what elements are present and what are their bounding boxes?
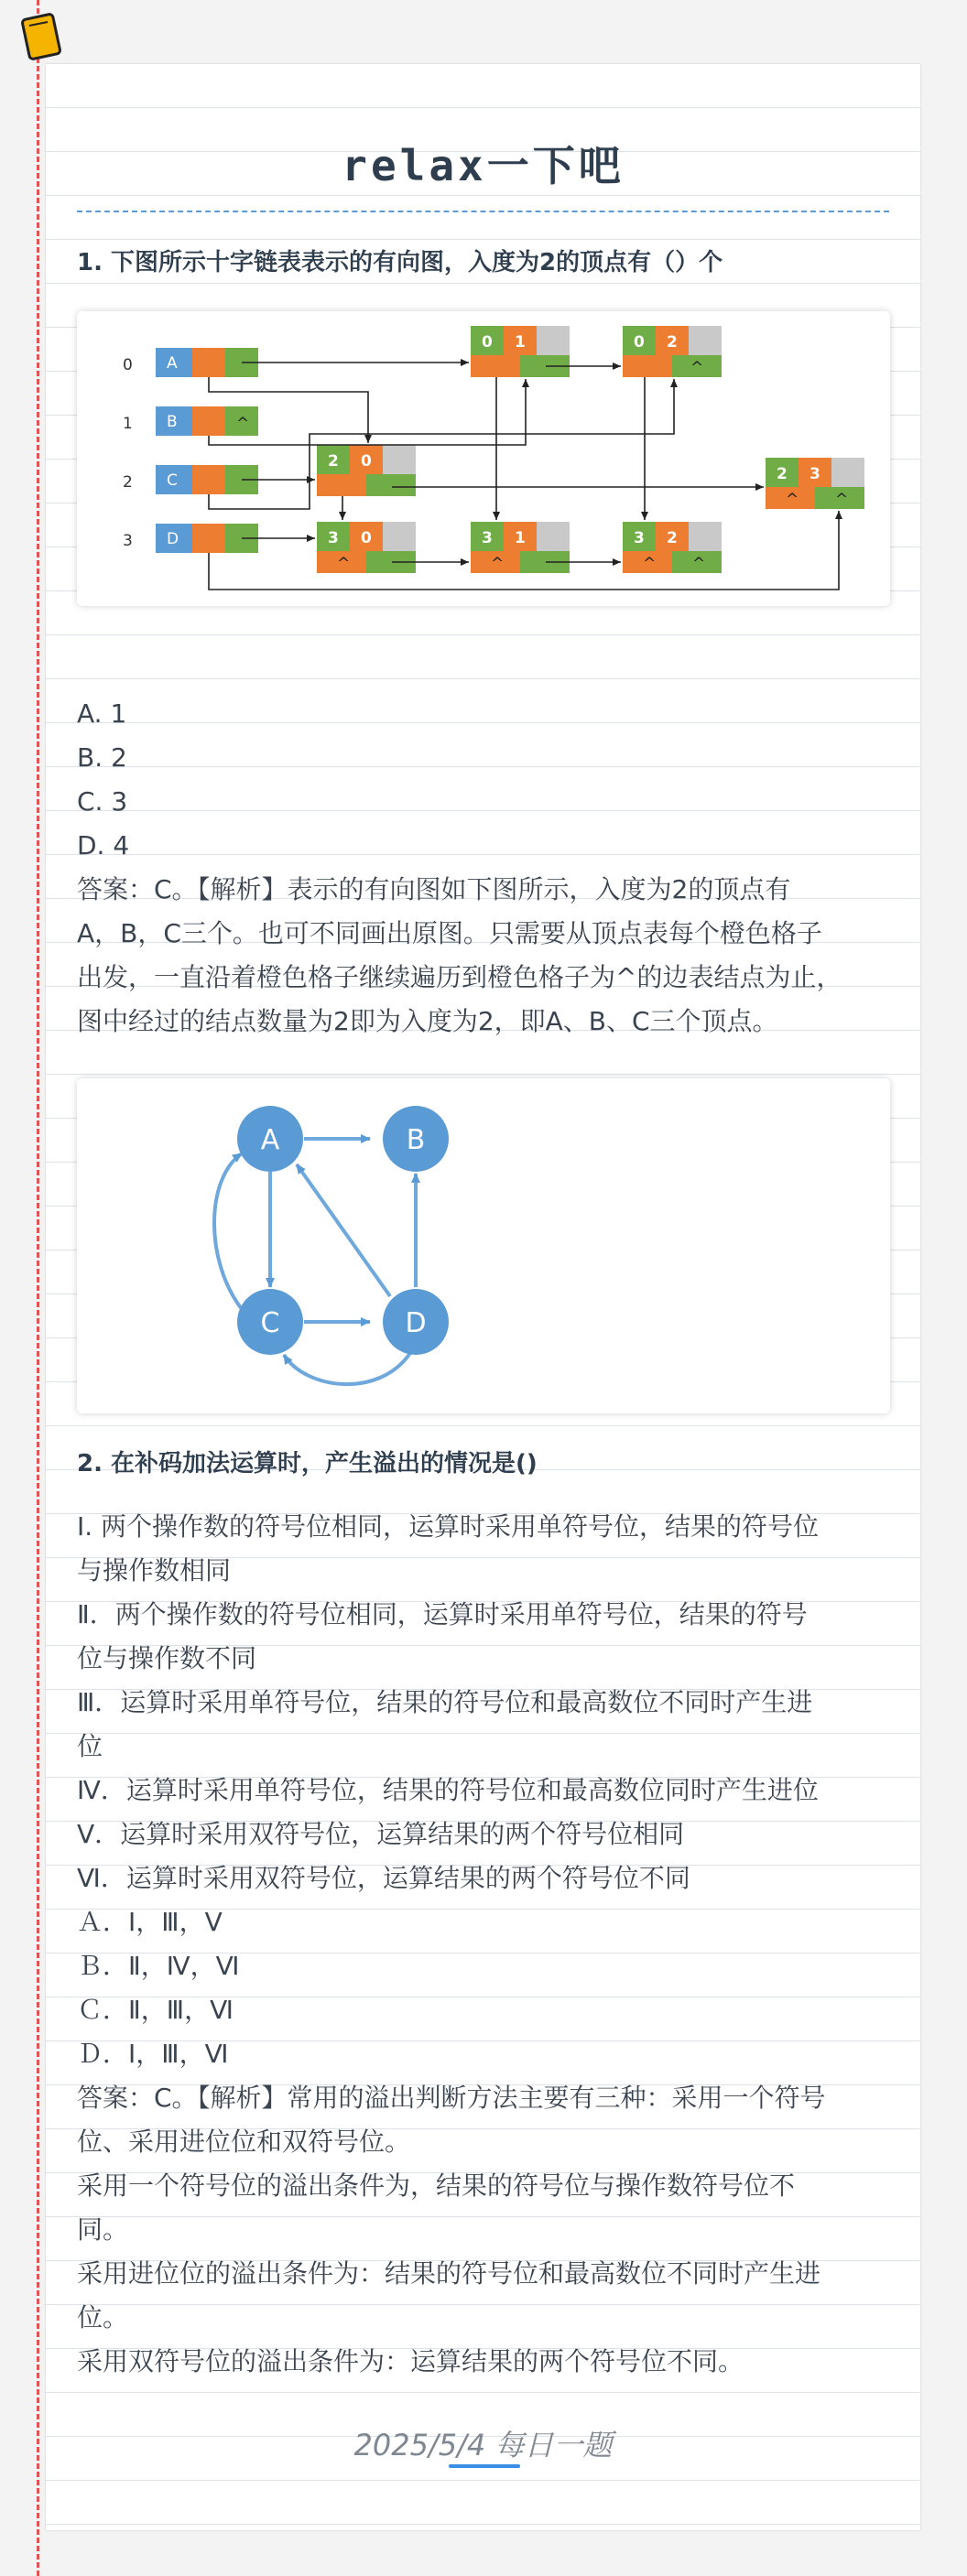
q2-line-6: 位 <box>77 1731 103 1761</box>
vertex-label-B: B <box>167 413 178 431</box>
arc-0-2-tail: 0 <box>634 333 645 352</box>
q1-answer-line-3: 出发，一直沿着橙色格子继续遍历到橙色格子为^的边表结点为止， <box>77 962 842 992</box>
arc-3-0-head: 0 <box>361 529 372 547</box>
q2-line-8: Ⅴ．运算时采用双符号位，运算结果的两个符号位相同 <box>77 1819 685 1849</box>
q2-line-1: Ⅰ. 两个操作数的符号位相同，运算时采用单符号位，结果的符号位 <box>77 1511 820 1542</box>
q1-option-c: C. 3 <box>77 786 128 817</box>
q2-line-5: Ⅲ．运算时采用单符号位，结果的符号位和最高数位不同时产生进 <box>77 1687 813 1717</box>
arc-2-3-head: 3 <box>809 465 820 483</box>
q2-line-3: Ⅱ．两个操作数的符号位相同，运算时采用单符号位，结果的符号 <box>77 1599 808 1629</box>
row-index-2: 2 <box>123 473 133 492</box>
arc-node-0-1 <box>471 326 570 377</box>
footer-underline <box>449 2464 520 2468</box>
row-index-0: 0 <box>123 356 133 374</box>
node-a-label: A <box>260 1124 280 1156</box>
directed-graph-figure <box>77 1078 890 1413</box>
margin-line <box>37 0 39 2576</box>
arc-2-0-head: 0 <box>361 452 372 471</box>
q2-answer-line-5: 采用进位位的溢出条件为：结果的符号位和最高数位不同时产生进 <box>77 2258 821 2289</box>
q1-answer-line-4: 图中经过的结点数量为2即为入度为2，即A、B、C三个顶点。 <box>77 1006 778 1036</box>
q1-option-b: B. 2 <box>77 742 127 773</box>
directed-graph-svg <box>77 1078 890 1413</box>
q2-line-7: Ⅳ．运算时采用单符号位，结果的符号位和最高数位同时产生进位 <box>77 1775 819 1805</box>
q2-line-4: 位与操作数不同 <box>77 1643 257 1673</box>
q1-options <box>77 692 889 1044</box>
arc-node-3-0 <box>317 522 416 573</box>
q2-option-b: Ｂ．Ⅱ，Ⅳ，Ⅵ <box>77 1951 240 1981</box>
edge-d-a <box>297 1164 390 1296</box>
arc-2-3-null-a: ^ <box>786 491 799 509</box>
arc-0-1-tail: 0 <box>482 333 493 352</box>
arc-3-1-head: 1 <box>515 529 526 547</box>
q2-answer-line-2: 位、采用进位位和双符号位。 <box>77 2127 411 2157</box>
vertex-label-A: A <box>167 354 178 373</box>
arc-3-2-null-b: ^ <box>692 555 706 573</box>
vertex-label-C: C <box>167 471 178 490</box>
orthogonal-list-svg <box>77 311 890 606</box>
vertex-row-B <box>156 406 258 436</box>
edge-c-a <box>214 1153 242 1309</box>
q2-answer-line-3: 采用一个符号位的溢出条件为，结果的符号位与操作数符号位不 <box>77 2170 796 2201</box>
arc-node-3-2 <box>623 522 722 573</box>
arc-3-2-head: 2 <box>667 529 678 547</box>
node-b-label: B <box>406 1124 426 1156</box>
q1-option-a: A. 1 <box>77 698 127 729</box>
vertex-label-D: D <box>167 530 179 548</box>
q2-answer-line-4: 同。 <box>77 2214 129 2245</box>
arc-3-0-null: ^ <box>337 555 351 573</box>
q2-answer-line-1: 答案：C。【解析】常用的溢出判断方法主要有三种：采用一个符号 <box>77 2083 826 2113</box>
graph-edges <box>214 1139 416 1384</box>
q1-answer-line-2: A，B，C三个。也可不同画出原图。只需要从顶点表每个橙色格子 <box>77 918 822 948</box>
q1-answer-line-1: 答案：C。【解析】表示的有向图如下图所示，入度为2的顶点有 <box>77 874 791 904</box>
q2-line-9: Ⅵ．运算时采用双符号位，运算结果的两个符号位不同 <box>77 1863 690 1893</box>
arc-0-1-head: 1 <box>515 333 526 352</box>
arc-3-0-tail: 3 <box>328 529 339 547</box>
arc-node-0-2 <box>623 326 722 377</box>
notebook-pin-icon <box>20 11 64 62</box>
footer-date: 2025/5/4 每日一题 <box>353 2428 613 2462</box>
node-d-label: D <box>405 1307 427 1339</box>
q2-line-2: 与操作数相同 <box>77 1555 232 1586</box>
arc-node-2-3 <box>766 458 864 509</box>
q2-option-d: Ｄ．Ⅰ，Ⅲ，Ⅵ <box>77 2039 229 2069</box>
arc-node-3-1 <box>471 522 570 573</box>
row-index-3: 3 <box>123 532 133 550</box>
q1-option-d: D. 4 <box>77 830 130 860</box>
edge-d-c <box>284 1353 410 1384</box>
q1-question: 1. 下图所示十字链表表示的有向图，入度为2的顶点有（）个 <box>77 249 723 276</box>
q2-answer-line-6: 位。 <box>77 2302 129 2332</box>
node-c-label: C <box>260 1307 280 1339</box>
arc-3-1-null: ^ <box>491 555 505 573</box>
q2-option-a: Ａ．Ⅰ，Ⅲ，Ⅴ <box>77 1907 223 1937</box>
arc-node-2-0 <box>317 445 416 496</box>
q2-answer-line-7: 采用双符号位的溢出条件为：运算结果的两个符号位不同。 <box>77 2346 744 2376</box>
arc-2-3-null-b: ^ <box>835 491 849 509</box>
arc-3-2-tail: 3 <box>634 529 645 547</box>
vertex-B-null: ^ <box>236 415 250 433</box>
arc-3-1-tail: 3 <box>482 529 493 547</box>
title-divider <box>77 211 889 212</box>
arc-2-0-tail: 2 <box>328 452 339 471</box>
q2-question: 2. 在补码加法运算时，产生溢出的情况是() <box>77 1450 538 1477</box>
arc-0-2-null: ^ <box>690 359 704 377</box>
row-index-1: 1 <box>123 415 133 433</box>
q2-option-c: Ｃ．Ⅱ，Ⅲ，Ⅵ <box>77 1995 234 2025</box>
arc-0-2-head: 2 <box>667 333 678 352</box>
q2-body <box>77 1505 889 2384</box>
arc-2-3-tail: 2 <box>777 465 788 483</box>
page-title: relax一下吧 <box>342 141 625 190</box>
arc-3-2-null-a: ^ <box>643 555 657 573</box>
paper-sheet <box>46 64 920 2530</box>
orthogonal-list-figure <box>77 311 890 606</box>
